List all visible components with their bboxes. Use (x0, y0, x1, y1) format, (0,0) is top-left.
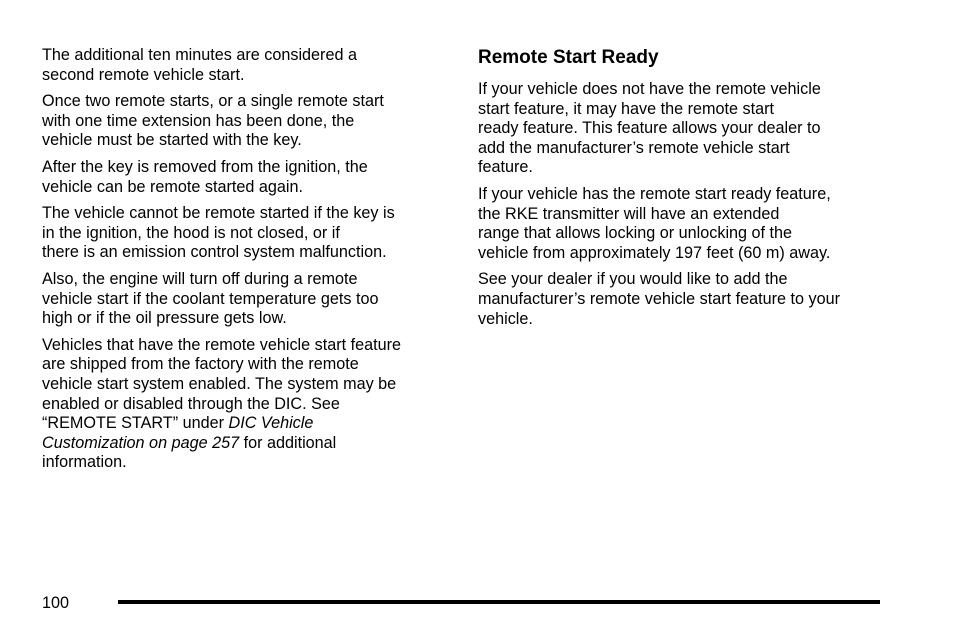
paragraph-engine-turn-off (42, 270, 446, 329)
text-line: are shipped from the factory with the remote (42, 355, 359, 374)
text-line: manufacturer’s remote vehicle start feature to your (478, 289, 840, 308)
paragraph-two-remote-starts (42, 92, 446, 151)
right-column (478, 47, 888, 336)
text-line (42, 434, 446, 454)
text-line: Also, the engine will turn off during a remote (42, 269, 358, 288)
text-line: Vehicles that have the remote vehicle start feature (42, 335, 402, 354)
text-line: If your vehicle does not have the remote vehicle (478, 80, 821, 98)
text-line: start feature, it may have the remote start (478, 99, 774, 118)
page-number: 100 (42, 594, 70, 612)
reference-suffix: for additional (239, 433, 337, 452)
paragraph-see-dealer (478, 270, 888, 329)
text-line: high or if the oil pressure gets low. (42, 309, 287, 328)
paragraph-rke-range (478, 185, 888, 263)
left-column (42, 46, 446, 480)
text-line: Once two remote starts, or a single remote start (42, 92, 384, 111)
text-line: second remote vehicle start. (42, 65, 245, 84)
text-line: ready feature. This feature allows your dealer to (478, 119, 821, 138)
text-line: in the ignition, the hood is not closed, or if (42, 223, 340, 242)
text-line: add the manufacturer’s remote vehicle start (478, 138, 790, 157)
text-line: vehicle must be started with the key. (42, 131, 302, 150)
paragraph-ready-feature (478, 80, 888, 178)
text-line: vehicle. (478, 309, 533, 328)
text-line: feature. (478, 158, 533, 177)
paragraph-factory-enabled (42, 336, 446, 473)
section-heading: Remote Start Ready (478, 47, 659, 68)
text-line: The additional ten minutes are considered a (42, 46, 357, 64)
text-line: the RKE transmitter will have an extended (478, 204, 780, 223)
text-line (42, 414, 446, 434)
text-line: vehicle can be remote started again. (42, 177, 303, 196)
text-line: The vehicle cannot be remote started if the key is (42, 204, 395, 223)
text-line: vehicle from approximately 197 feet (60 m) away. (478, 243, 831, 262)
text-line: with one time extension has been done, the (42, 111, 355, 130)
text-line: See your dealer if you would like to add the (478, 270, 788, 289)
text-line: vehicle start system enabled. The system may be (42, 374, 397, 393)
paragraph-cannot-remote-start (42, 204, 446, 263)
cross-reference-link[interactable]: DIC Vehicle (228, 414, 314, 433)
text-line: After the key is removed from the ignition, the (42, 157, 368, 176)
text-line: If your vehicle has the remote start ready feature, (478, 184, 831, 203)
text-line: vehicle start if the coolant temperature gets too (42, 289, 379, 308)
cross-reference-link[interactable]: Customization on page 257 (42, 433, 240, 452)
paragraph-extension-minutes (42, 46, 446, 85)
text-line: enabled or disabled through the DIC. See (42, 394, 340, 413)
reference-prefix: “REMOTE START” under (42, 414, 229, 433)
text-line: there is an emission control system malfunction. (42, 243, 387, 262)
text-line: range that allows locking or unlocking of the (478, 224, 793, 243)
footer-rule (118, 600, 880, 604)
text-line: information. (42, 453, 127, 472)
paragraph-key-removed (42, 158, 446, 197)
